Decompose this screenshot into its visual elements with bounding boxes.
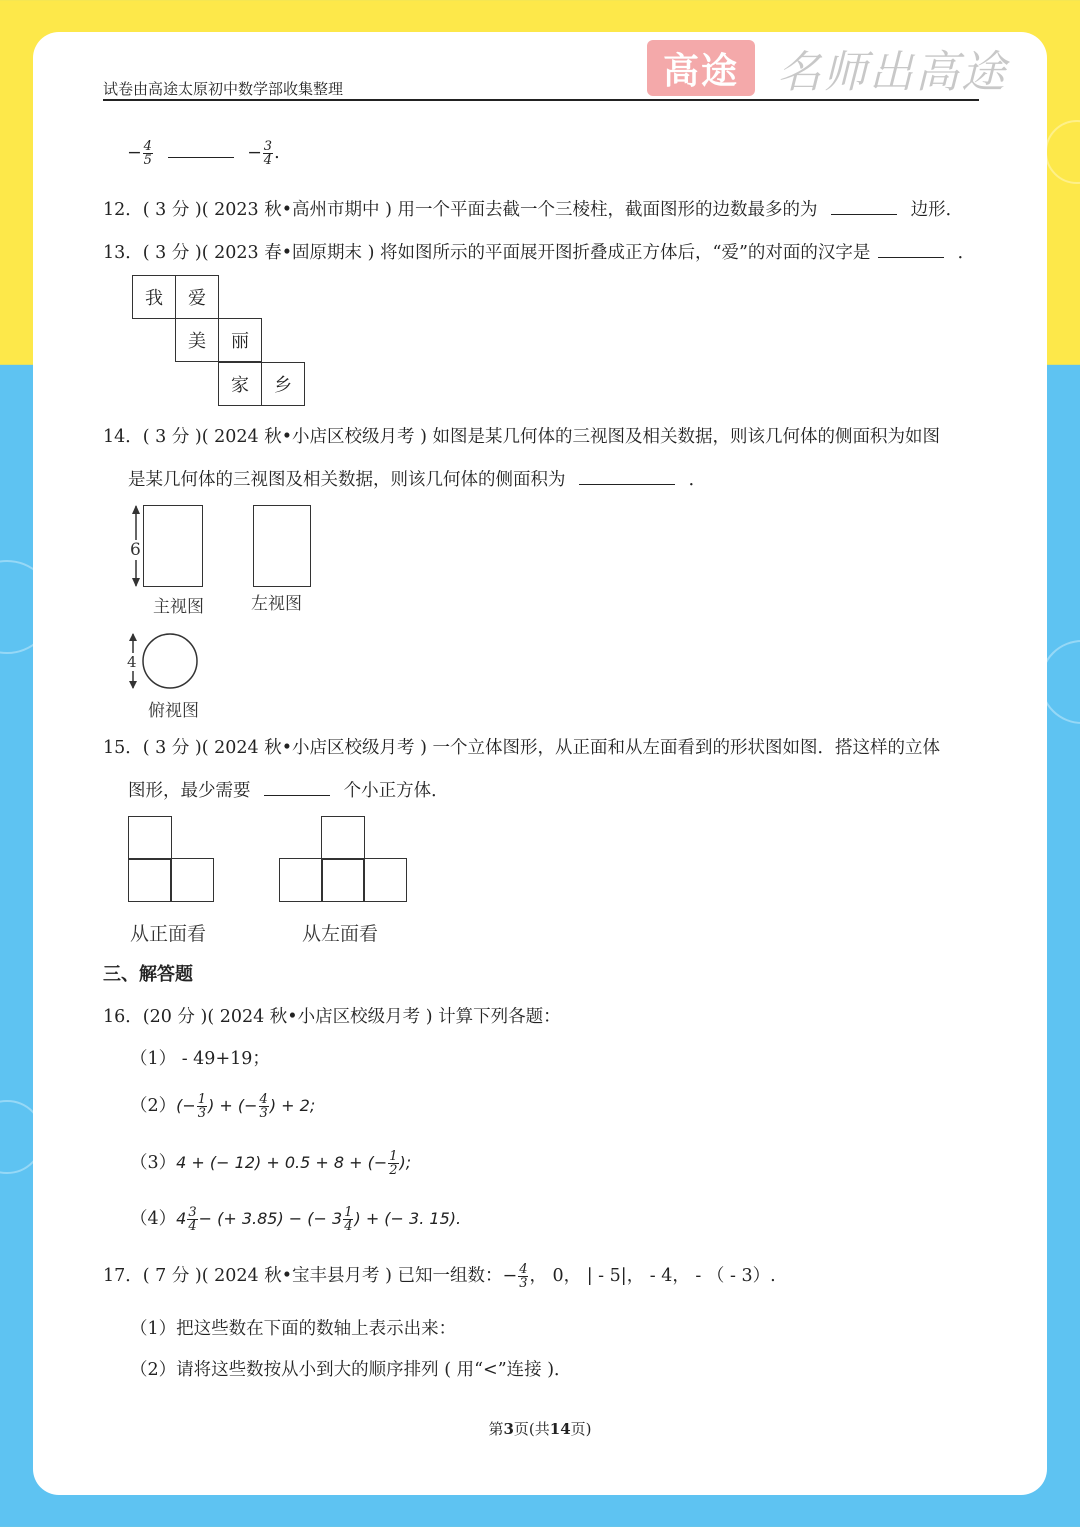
- background-decoration: [1045, 120, 1080, 184]
- left-view-square: [321, 858, 365, 902]
- question-16-part-2: （2）(− $\frac{1}{3}$ ) + (− $\frac{4}{3}$ ) + 2;: [130, 1092, 316, 1121]
- current-page-number: 3: [503, 1420, 514, 1438]
- gaotu-logo: 高途: [647, 40, 755, 96]
- front-view-square: [128, 858, 172, 902]
- question-14-line-1: 14．( 3 分 )( 2024 秋•小店区校级月考 ) 如图是某几何体的三视图及相关数据，则该几何体的侧面积为如图: [103, 427, 941, 447]
- question-13: 13．( 3 分 )( 2023 春•固原期末 ) 将如图所示的平面展开图折叠成正方体后，“爱”的对面的汉字是 ．: [103, 243, 976, 263]
- net-cell: 我: [132, 275, 176, 319]
- net-cell: 美: [175, 318, 219, 362]
- front-view-square: [128, 816, 172, 860]
- answer-blank: [579, 470, 675, 485]
- question-17-part-1: （1）把这些数在下面的数轴上表示出来：: [130, 1319, 457, 1339]
- question-16-part-1: （1） - 49+19；: [130, 1049, 270, 1069]
- logo-slogan: 名师出高途: [777, 47, 1007, 98]
- net-cell: 丽: [218, 318, 262, 362]
- front-view-square: [170, 858, 214, 902]
- question-16-part-3: （3）4 + (− 12) + 0.5 + 8 + (− $\frac{1}{2}$ );: [130, 1149, 412, 1178]
- question-16-part-4: （4）4 $\frac{3}{4}$ − (+ 3.85) − (− 3 $\frac{1}{4}$ ) + (− 3. 15).: [130, 1205, 462, 1234]
- question-15-line-1: 15．( 3 分 )( 2024 秋•小店区校级月考 ) 一个立体图形，从正面和从左面看到的形状图如图．搭这样的立体: [103, 738, 941, 758]
- answer-blank: [831, 200, 897, 215]
- answer-blank: [168, 143, 234, 158]
- left-view-square: [279, 858, 323, 902]
- dimension-height-label: 6: [130, 540, 141, 560]
- left-view-square: [363, 858, 407, 902]
- page-header: 试卷由高途太原初中数学部收集整理: [103, 80, 344, 98]
- front-view-label: 主视图: [153, 597, 204, 617]
- page-footer: 第3页(共14页): [488, 1420, 592, 1438]
- question-17: 17．( 7 分 )( 2024 秋•宝丰县月考 ) 已知一组数：− $\frac{4}{3}$ ， 0， | - 5|， - 4， - （ - 3）.: [103, 1262, 776, 1291]
- section-heading: 三、解答题: [103, 964, 193, 985]
- left-view-rectangle: [253, 505, 311, 587]
- question-11-fragment: − $\frac{4}{5}$ − $\frac{3}{4}$ .: [127, 139, 280, 168]
- top-view-label: 俯视图: [148, 701, 199, 721]
- net-cell: 爱: [175, 275, 219, 319]
- net-cell: 乡: [261, 362, 305, 406]
- header-divider: [103, 99, 979, 101]
- answer-blank: [878, 243, 944, 258]
- question-17-part-2: （2）请将这些数按从小到大的顺序排列 ( 用“<”连接 )．: [130, 1360, 572, 1380]
- question-15-line-2: 图形，最少需要 个小正方体．: [128, 781, 449, 801]
- left-view-square: [321, 816, 365, 860]
- front-view-caption: 从正面看: [130, 923, 207, 945]
- left-view-caption: 从左面看: [302, 923, 379, 945]
- total-pages: 14: [549, 1420, 571, 1438]
- net-cell: 家: [218, 362, 262, 406]
- left-view-label: 左视图: [251, 594, 302, 614]
- question-12: 12．( 3 分 )( 2023 秋•高州市期中 ) 用一个平面去截一个三棱柱，截面图形的边数最多的为 边形．: [103, 200, 964, 220]
- question-14-line-2: 是某几何体的三视图及相关数据，则该几何体的侧面积为 ．: [128, 470, 707, 490]
- top-view-circle: [141, 632, 199, 690]
- answer-blank: [264, 781, 330, 796]
- front-view-rectangle: [143, 505, 203, 587]
- document-page: [33, 32, 1047, 1495]
- question-16: 16．(20 分 )( 2024 秋•小店区校级月考 ) 计算下列各题：: [103, 1007, 561, 1027]
- dimension-diameter-label: 4: [127, 653, 137, 671]
